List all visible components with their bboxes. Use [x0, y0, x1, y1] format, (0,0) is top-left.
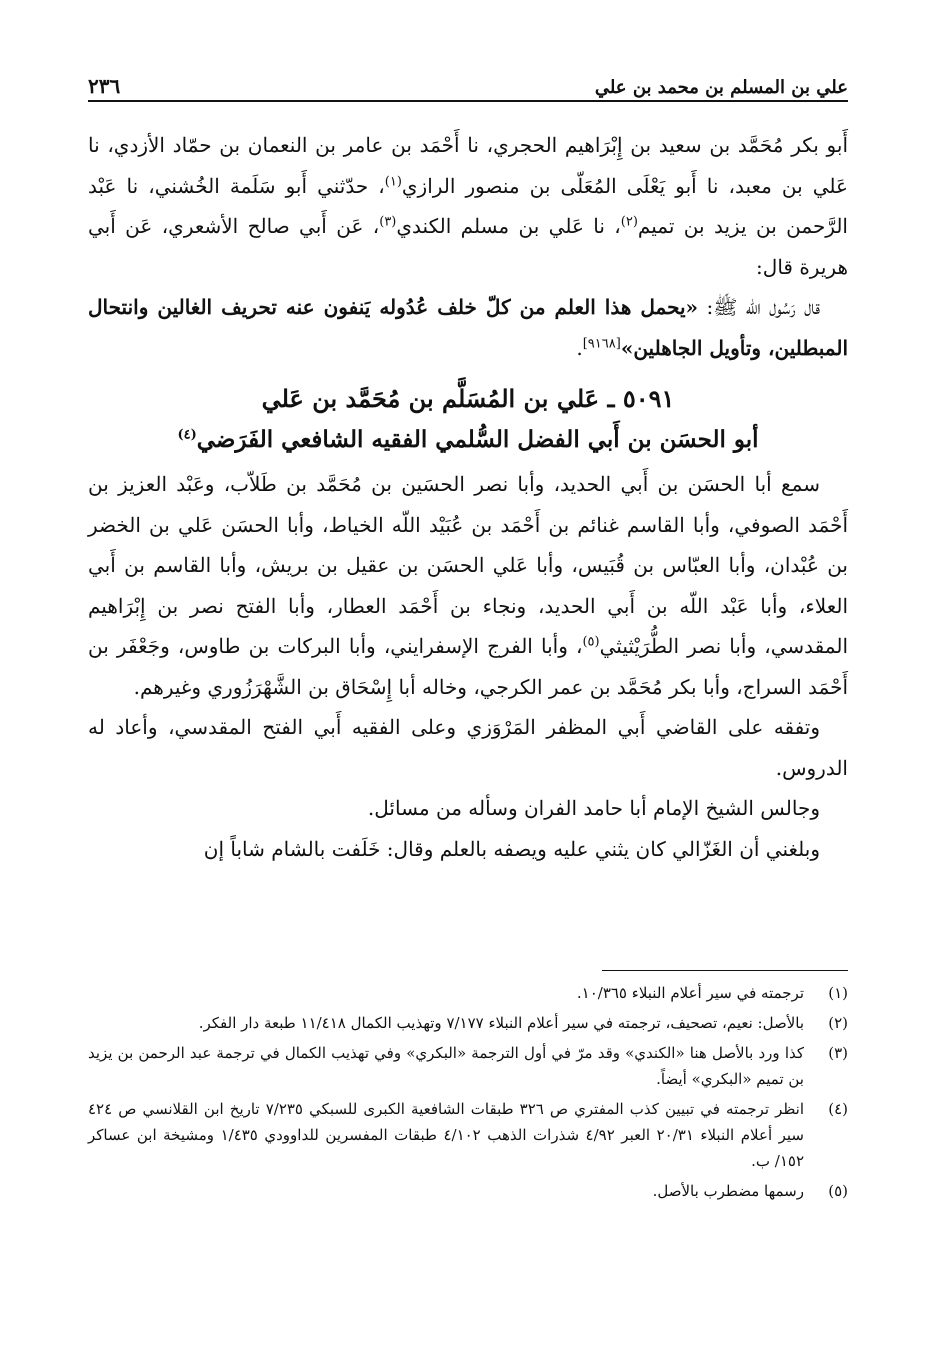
- page-number: ٢٣٦: [88, 74, 121, 98]
- hadith-text: «يحمل هذا العلم من كلّ خلف عُدُوله يَنفون عنه تحريف الغالين وانتحال المبطلين، وتأويل الجاهلين»: [88, 295, 848, 360]
- isnad-text-b: ، حدّثني أَبو سَلَمة الخُشني، نا عَبْد الرَّحمن بن يزيد بن تميم: [88, 173, 848, 238]
- footnote-number: (٥): [828, 1182, 848, 1200]
- footnote-number: (٤): [828, 1100, 848, 1118]
- sitting-paragraph: وجالس الشيخ الإمام أبا حامد الفران وسأله من مسائل.: [367, 796, 820, 820]
- footnote-text: ترجمته في سير أعلام النبلاء ١٠/٣٦٥.: [576, 984, 804, 1002]
- hadith-number: [٩١٦٨]: [582, 335, 621, 351]
- praise-paragraph: وبلغني أن الغَزّالي كان يثني عليه ويصفه بالعلم وقال: خَلَفت بالشام شاباً إن: [203, 836, 820, 861]
- footnote: [88, 1096, 848, 1174]
- footnote-text: انظر ترجمته في تبيين كذب المفتري ص ٣٢٦ طبقات الشافعية الكبرى للسبكي ٧/٢٣٥ تاريخ ابن القلانسي ص ٤٢٤ سير أعلام النبلاء ٢٠/٣١ العبر ٤/٩٢ شذرات الذهب ٤/١٠٢ طبقات المفسرين للداوودي ١/٤٣٥ ومشيخة ابن عساكر ١٥٢/ ب.: [88, 1100, 805, 1170]
- hadith-intro: قال رَسُول الله ﷺ:: [698, 295, 820, 319]
- isnad-text-a: أَبو بكر مُحَمَّد بن سعيد بن إِبْرَاهيم الحجري، نا أَحْمَد بن عامر بن النعمان بن حمّاد الأزدي، نا عَلي بن معبد، نا أَبو يَعْلَى المُعَلّى بن منصور الرازي: [88, 133, 848, 198]
- isnad-paragraph: [88, 125, 848, 287]
- hadith-paragraph: [88, 287, 848, 368]
- footnotes: [88, 980, 848, 1208]
- entry-subheading-text: أبو الحسَن بن أَبي الفضل السُّلمي الفقيه الشافعي الفَرَضي: [196, 426, 759, 453]
- teachers-text-b: ، وأبا الفرج الإسفرايني، وأبا البركات بن طاوس، وجَعْفَر بن أَحْمَد السراج، وأبا بكر مُحَمَّد بن عمر الكرجي، وخاله أبا إِسْحَاق بن الشَّهْرَزُوري وغيرهم.: [88, 634, 848, 699]
- footnote-text: كذا ورد بالأصل هنا «الكندي» وقد مرّ في أول الترجمة «البكري» وفي تهذيب الكمال في ترجمة عبد الرحمن بن يزيد بن تميم «البكري» أيضاً.: [88, 1044, 804, 1088]
- footnote-ref-2[interactable]: (٢): [620, 214, 638, 230]
- header-rule: [88, 100, 848, 102]
- footnote-ref-3[interactable]: (٣): [379, 214, 397, 230]
- study-paragraph: وتفقه على القاضي أَبي المظفر المَرْوَزي وعلى الفقيه أَبي الفتح المقدسي، وأعاد له الدروس.: [88, 715, 848, 780]
- footnote: [88, 1178, 848, 1204]
- footnote-ref-1[interactable]: (١): [384, 173, 402, 189]
- entry-subheading: [88, 420, 848, 460]
- footnote-number: (١): [828, 984, 848, 1002]
- footnote-number: (٣): [828, 1044, 848, 1062]
- hadith-end: .: [576, 335, 583, 360]
- main-text: [88, 125, 848, 869]
- footnote: [88, 1010, 848, 1036]
- entry-heading: ٥٠٩١ ـ عَلي بن المُسَلَّم بن مُحَمَّد بن عَلي: [261, 384, 675, 413]
- running-header: [88, 58, 848, 98]
- footnote-ref-5[interactable]: (٥): [582, 634, 600, 650]
- footnote-number: (٢): [828, 1014, 848, 1032]
- isnad-text-d: ، عَن أَبي صالح الأشعري، عَن أَبي هريرة قال:: [88, 214, 848, 279]
- isnad-text-c: ، نا عَلي بن مسلم الكندي: [396, 214, 621, 238]
- footnote: [88, 980, 848, 1006]
- teachers-text-a: سمع أبا الحسَن بن أَبي الحديد، وأبا نصر الحسَين بن مُحَمَّد بن طَلاّب، وعَبْد العزيز بن أَحْمَد الصوفي، وأبا القاسم غنائم بن أَحْمَد بن عُبَيْد اللّه الخياط، وأبا الحسَن عَلي بن الخضر بن عُبْدان، وأبا العبّاس بن قُبَيس، وأبا عَلي الحسَن بن عقيل بن بريش، وأبا القاسم بن أَبي العلاء، وأبا عَبْد اللّه بن أَبي الحديد، ونجاء بن أَحْمَد العطار، وأبا الفتح نصر بن إِبْرَاهيم المقدسي، وأبا نصر الطُّرَيْثيثي: [88, 472, 848, 658]
- footnote-rule: [602, 970, 848, 971]
- footnote: [88, 1040, 848, 1092]
- running-title: علي بن المسلم بن محمد بن علي: [594, 77, 848, 98]
- footnote-text: رسمها مضطرب بالأصل.: [652, 1182, 804, 1200]
- footnote-text: بالأصل: نعيم، تصحيف، ترجمته في سير أعلام النبلاء ٧/١٧٧ وتهذيب الكمال ١١/٤١٨ طبعة دار الفكر.: [198, 1014, 804, 1032]
- footnote-ref-4[interactable]: (٤): [177, 427, 197, 443]
- teachers-paragraph: [88, 464, 848, 707]
